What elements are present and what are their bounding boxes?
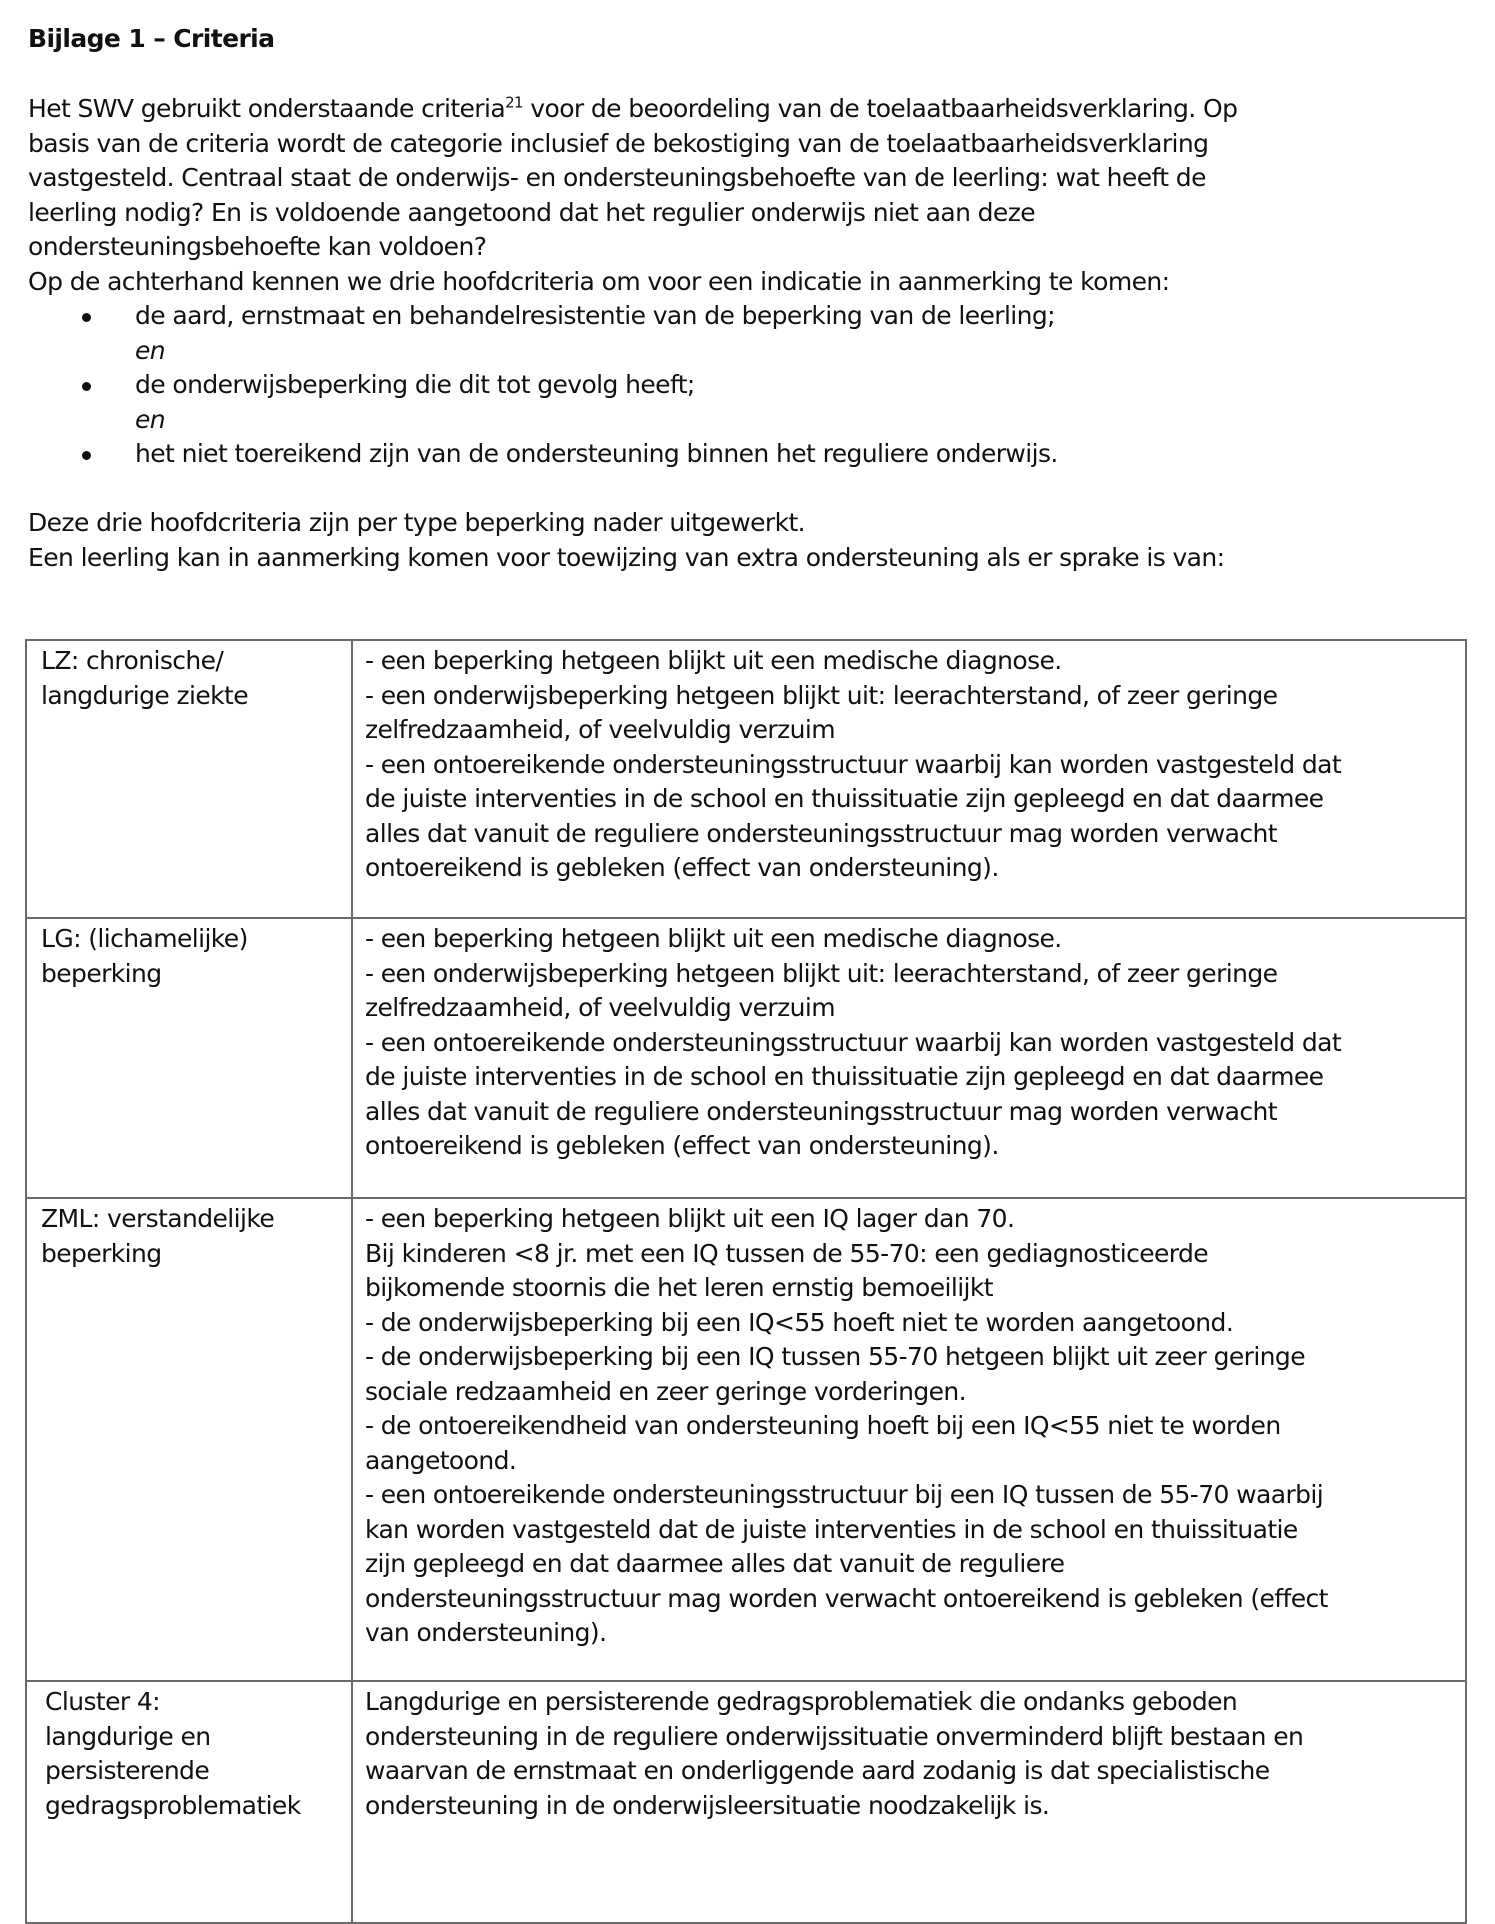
category-cell (26, 640, 352, 918)
criteria-description-line: alles dat vanuit de reguliere ondersteuningsstructuur mag worden verwacht (365, 818, 1277, 848)
category-cell (26, 1681, 352, 1923)
list-item (28, 299, 1468, 334)
intro-text-line: vastgesteld. Centraal staat de onderwijs- en ondersteuningsbehoefte van de leerling: wat heeft de (28, 163, 1206, 192)
category-label-line: langdurige ziekte (41, 680, 249, 710)
category-label-line: LG: (lichamelijke) (41, 924, 248, 953)
criteria-description-line: - een beperking hetgeen blijkt uit een medische diagnose. (365, 646, 1062, 675)
criteria-description-line: ondersteuningsstructuur mag worden verwacht ontoereikend is gebleken (effect (365, 1583, 1328, 1613)
intro-section (28, 92, 1468, 575)
closing-line: Deze drie hoofdcriteria zijn per type beperking nader uitgewerkt. (28, 508, 806, 537)
criteria-description-line: - een beperking hetgeen blijkt uit een IQ lager dan 70. (365, 1204, 1015, 1233)
criteria-description-line: - een ontoereikende ondersteuningsstructuur waarbij kan worden vastgesteld dat (365, 1027, 1342, 1057)
criteria-description-line: aangetoond. (365, 1445, 517, 1475)
category-label-line: langdurige en (45, 1721, 211, 1751)
intro-text-line: basis van de criteria wordt de categorie inclusief de bekostiging van de toelaatbaarheidsverklaring (28, 128, 1209, 158)
criteria-description-line: - een onderwijsbeperking hetgeen blijkt uit: leerachterstand, of zeer geringe (365, 958, 1278, 988)
criteria-description-line: - een ontoereikende ondersteuningsstructuur bij een IQ tussen de 55-70 waarbij (365, 1480, 1324, 1509)
category-label-line: beperking (41, 1238, 162, 1268)
criteria-description-line: - een beperking hetgeen blijkt uit een medische diagnose. (365, 924, 1062, 953)
criteria-description-line: bijkomende stoornis die het leren ernstig bemoeilijkt (365, 1273, 993, 1302)
table-row (26, 1681, 1466, 1923)
criteria-description-line: waarvan de ernstmaat en onderliggende aard zodanig is dat specialistische (365, 1756, 1270, 1785)
category-label-line: ZML: verstandelijke (41, 1204, 275, 1233)
criteria-intro: Op de achterhand kennen we drie hoofdcriteria om voor een indicatie in aanmerking te komen: (28, 266, 1170, 296)
criteria-description-line: sociale redzaamheid en zeer geringe vorderingen. (365, 1376, 966, 1406)
category-label-line: LZ: chronische/ (41, 646, 224, 675)
criteria-description-line: van ondersteuning). (365, 1618, 607, 1647)
criteria-description-line: alles dat vanuit de reguliere ondersteuningsstructuur mag worden verwacht (365, 1096, 1277, 1126)
criteria-description-line: - de ontoereikendheid van ondersteuning hoeft bij een IQ<55 niet te worden (365, 1411, 1281, 1440)
criteria-description-line: kan worden vastgesteld dat de juiste interventies in de school en thuissituatie (365, 1514, 1298, 1544)
bullet-icon (82, 382, 91, 391)
intro-text-line: ondersteuningsbehoefte kan voldoen? (28, 232, 487, 261)
criteria-description-line: ondersteuning in de onderwijsleersituatie noodzakelijk is. (365, 1790, 1050, 1820)
table-row (26, 1198, 1466, 1681)
criteria-table (25, 639, 1467, 1924)
document-title: Bijlage 1 – Criteria (28, 24, 275, 53)
category-label-line: gedragsproblematiek (45, 1790, 301, 1820)
intro-text-line: leerling nodig? En is voldoende aangetoond dat het regulier onderwijs niet aan deze (28, 197, 1036, 227)
list-item-text: de aard, ernstmaat en behandelresistentie van de beperking van de leerling; (135, 301, 1055, 330)
intro-text-line: voor de beoordeling van de toelaatbaarheidsverklaring. Op (522, 94, 1238, 123)
criteria-description-line: ontoereikend is gebleken (effect van ondersteuning). (365, 1131, 999, 1160)
conjunction: en (135, 335, 166, 365)
list-item-text: de onderwijsbeperking die dit tot gevolg heeft; (135, 370, 695, 399)
criteria-description-line: zelfredzaamheid, of veelvuldig verzuim (365, 993, 835, 1022)
criteria-description-line: - een ontoereikende ondersteuningsstructuur waarbij kan worden vastgesteld dat (365, 749, 1342, 779)
intro-text-start: Het SWV gebruikt onderstaande criteria (28, 94, 506, 123)
list-item (28, 437, 1468, 472)
list-item-text: het niet toereikend zijn van de ondersteuning binnen het reguliere onderwijs. (135, 439, 1058, 468)
bullet-icon (82, 451, 91, 460)
criteria-description-line: - een onderwijsbeperking hetgeen blijkt uit: leerachterstand, of zeer geringe (365, 680, 1278, 710)
criteria-description-line: de juiste interventies in de school en thuissituatie zijn gepleegd en dat daarmee (365, 1062, 1324, 1091)
criteria-description-line: zijn gepleegd en dat daarmee alles dat vanuit de reguliere (365, 1549, 1065, 1578)
intro-paragraph (28, 92, 1468, 265)
criteria-description-cell (352, 1198, 1466, 1681)
bullet-icon (82, 313, 91, 322)
criteria-description-cell (352, 918, 1466, 1198)
criteria-description-line: - de onderwijsbeperking bij een IQ tussen 55-70 hetgeen blijkt uit zeer geringe (365, 1342, 1305, 1371)
table-row (26, 640, 1466, 918)
category-cell (26, 918, 352, 1198)
list-item (28, 368, 1468, 403)
table-row (26, 918, 1466, 1198)
category-label-line: beperking (41, 958, 162, 988)
conjunction: en (135, 404, 166, 434)
criteria-description-line: de juiste interventies in de school en thuissituatie zijn gepleegd en dat daarmee (365, 784, 1324, 813)
category-label-line: Cluster 4: (45, 1687, 161, 1716)
criteria-description-line: ondersteuning in de reguliere onderwijssituatie onverminderd blijft bestaan en (365, 1721, 1304, 1751)
criteria-description-cell (352, 1681, 1466, 1923)
closing-line: Een leerling kan in aanmerking komen voor toewijzing van extra ondersteuning als er sprake is van: (28, 542, 1225, 572)
criteria-description-line: Langdurige en persisterende gedragsproblematiek die ondanks geboden (365, 1687, 1238, 1716)
criteria-description-cell (352, 640, 1466, 918)
category-label-line: persisterende (45, 1756, 210, 1785)
criteria-description-line: ontoereikend is gebleken (effect van ondersteuning). (365, 853, 999, 882)
criteria-description-line: - de onderwijsbeperking bij een IQ<55 hoeft niet te worden aangetoond. (365, 1307, 1234, 1337)
criteria-description-line: Bij kinderen <8 jr. met een IQ tussen de 55-70: een gediagnosticeerde (365, 1238, 1209, 1268)
criteria-description-line: zelfredzaamheid, of veelvuldig verzuim (365, 715, 835, 744)
footnote-reference[interactable]: 21 (505, 93, 523, 112)
main-criteria-list (28, 299, 1468, 472)
category-cell (26, 1198, 352, 1681)
